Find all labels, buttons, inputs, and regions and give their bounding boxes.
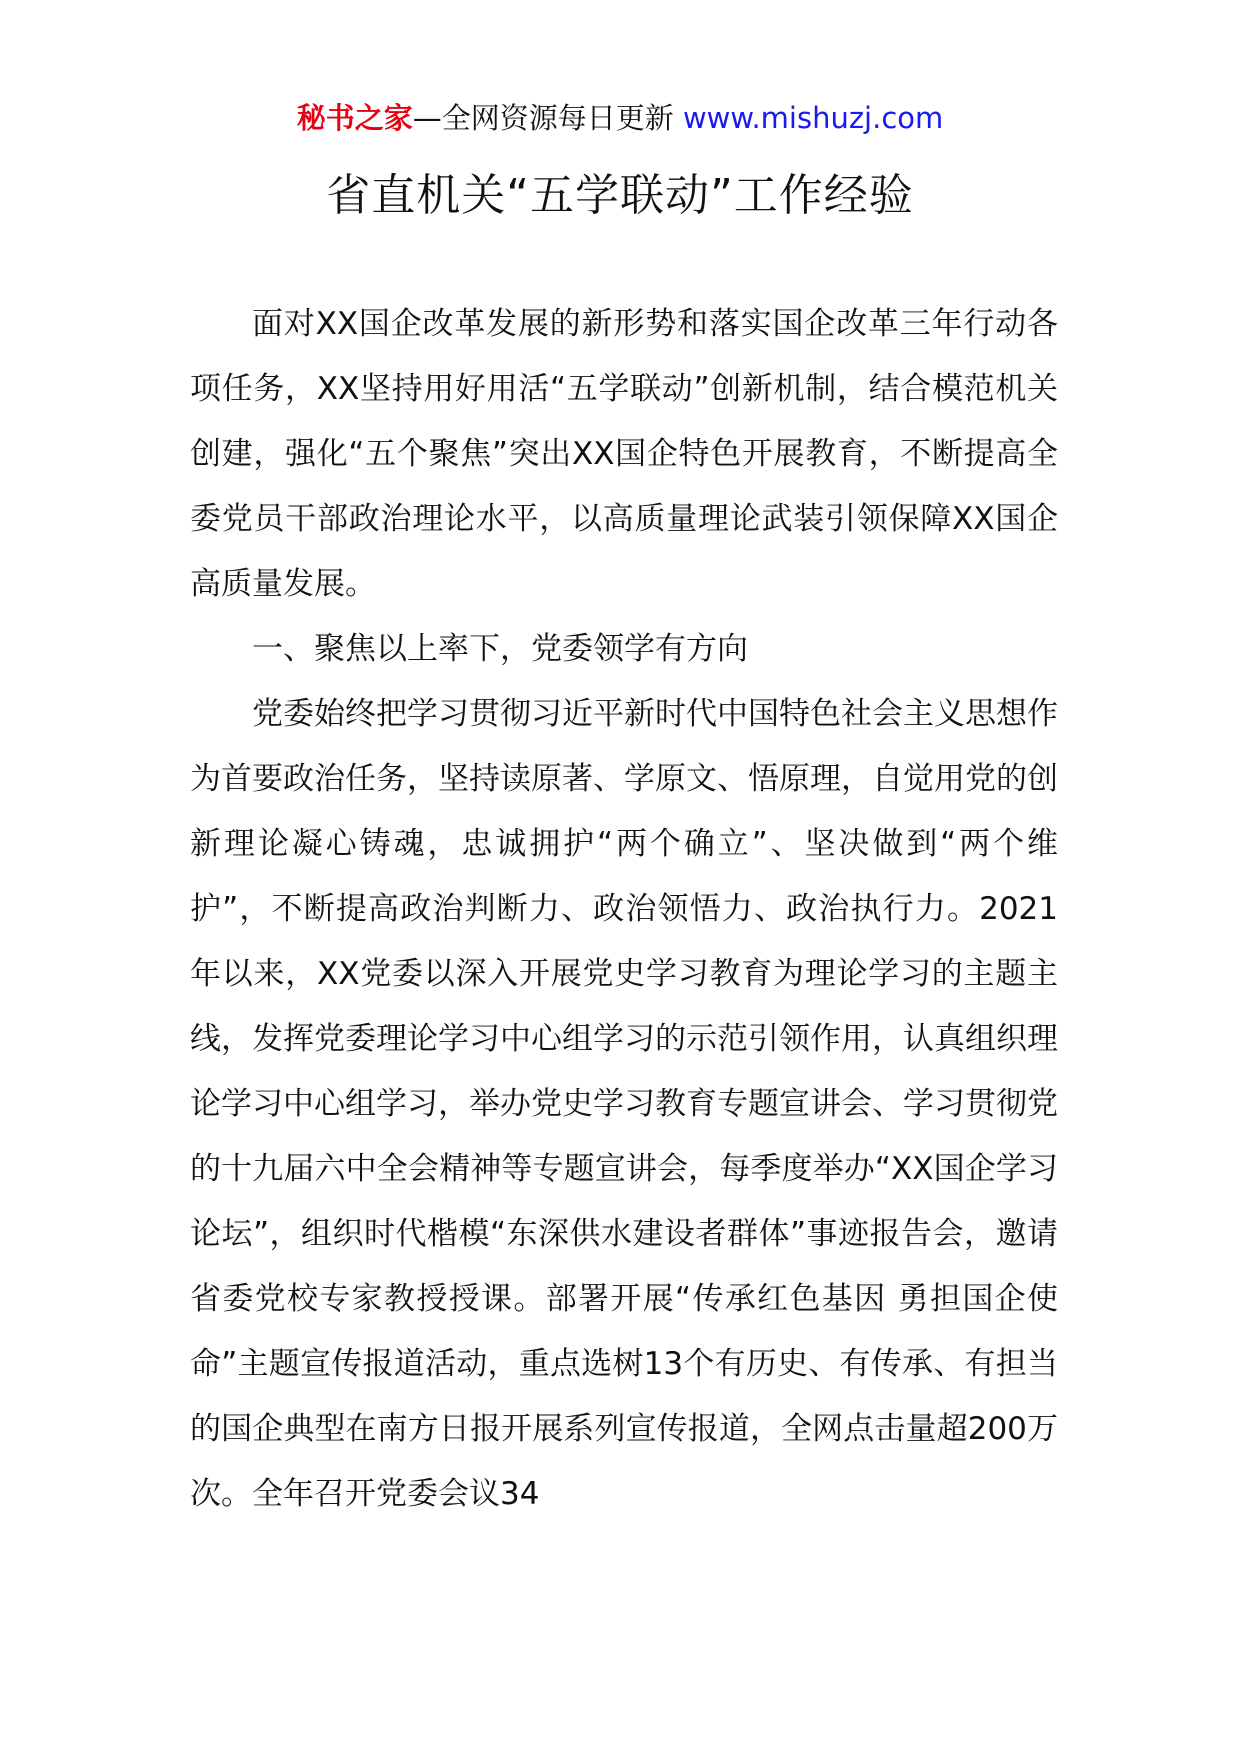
document-body: [190, 292, 1058, 1527]
intro-paragraph: 面对XX国企改革发展的新形势和落实国企改革三年行动各项任务，XX坚持用好用活“五学联动”创新机制，结合模范机关创建，强化“五个聚焦”突出XX国企特色开展教育，不断提高全委党员干部政治理论水平，以高质量理论武装引领保障XX国企高质量发展。: [190, 306, 1058, 602]
site-brand: 秘书之家: [296, 101, 413, 135]
document-title: 省直机关“五学联动”工作经验: [326, 170, 914, 221]
section-paragraph: 党委始终把学习贯彻习近平新时代中国特色社会主义思想作为首要政治任务，坚持读原著、学原文、悟原理，自觉用党的创新理论凝心铸魂，忠诚拥护“两个确立”、坚决做到“两个维护”，不断提高政治判断力、政治领悟力、政治执行力。2021年以来，XX党委以深入开展党史学习教育为理论学习的主题主线，发挥党委理论学习中心组学习的示范引领作用，认真组织理论学习中心组学习，举办党史学习教育专题宣讲会、学习贯彻党的十九届六中全会精神等专题宣讲会，每季度举办“XX国企学习论坛”，组织时代楷模“东深供水建设者群体”事迹报告会，邀请省委党校专家教授授课。部署开展“传承红色基因 勇担国企使命”主题宣传报道活动，重点选树13个有历史、有传承、有担当的国企典型在南方日报开展系列宣传报道，全网点击量超200万次。全年召开党委会议34: [190, 696, 1058, 1512]
site-header: [0, 98, 1240, 138]
site-slogan: —全网资源每日更新: [412, 101, 683, 135]
site-url-link[interactable]: www.mishuzj.com: [682, 101, 944, 135]
section-heading: 一、聚焦以上率下，党委领学有方向: [252, 631, 748, 667]
